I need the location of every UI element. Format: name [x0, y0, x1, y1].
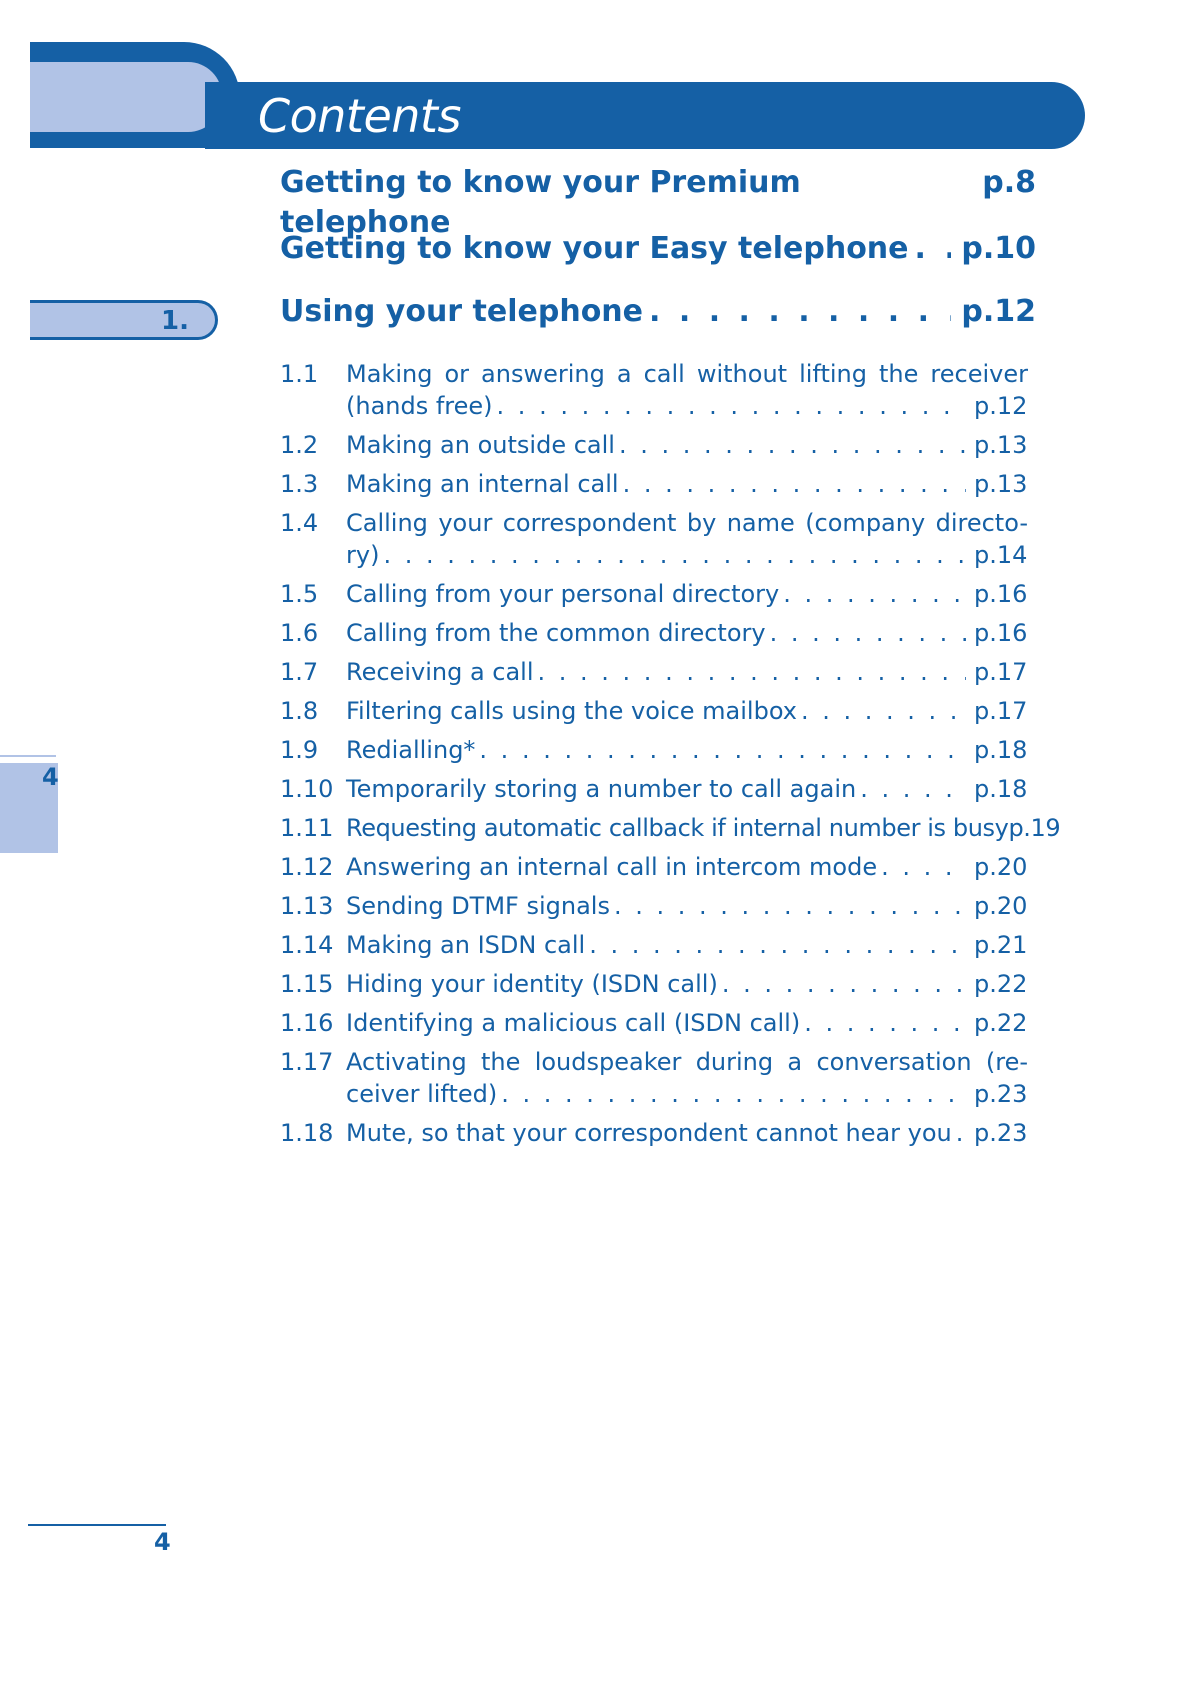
toc-sub-entry[interactable] [280, 1117, 1028, 1149]
toc-sub-number: 1.12 [280, 853, 334, 881]
toc-sub-entry[interactable] [280, 851, 1028, 883]
toc-sub-number: 1.6 [280, 619, 319, 647]
toc-sub-entry[interactable] [280, 929, 1028, 961]
toc-sub-number: 1.17 [280, 1048, 334, 1076]
toc-sub-page: p.20 [974, 892, 1028, 920]
dot-leader [801, 695, 966, 727]
toc-sub-title-line1: Calling your correspondent by name (company directo- [346, 509, 1028, 537]
toc-sub-page: p.23 [974, 1080, 1028, 1108]
toc-sub-entry[interactable] [280, 695, 1028, 727]
toc-sub-title: Temporarily storing a number to call again [346, 775, 857, 803]
toc-sub-title: Sending DTMF signals [346, 892, 610, 920]
chapter-tab-label: 1. [161, 306, 189, 336]
toc-sub-page: p.20 [974, 853, 1028, 881]
toc-sub-page: p.17 [974, 697, 1028, 725]
toc-main-entry[interactable] [280, 292, 1036, 332]
toc-sub-number: 1.9 [280, 736, 319, 764]
toc-sub-page: p.13 [974, 431, 1028, 459]
header-banner-light [30, 62, 222, 132]
toc-sub-list [280, 358, 1061, 1156]
toc-sub-number: 1.5 [280, 580, 319, 608]
toc-sub-number: 1.3 [280, 470, 319, 498]
toc-sub-entry[interactable] [280, 1046, 1028, 1110]
toc-sub-entry[interactable] [280, 656, 1028, 688]
toc-main-page: p.10 [961, 231, 1036, 266]
toc-sub-title: Making an outside call [346, 431, 615, 459]
toc-sub-title: Calling from your personal directory [346, 580, 780, 608]
toc-main-title: Getting to know your Easy telephone [280, 231, 909, 266]
toc-main-title: Getting to know your Premium telephone [280, 165, 801, 240]
toc-sub-page: p.16 [974, 580, 1028, 608]
toc-sub-page: p.13 [974, 470, 1028, 498]
dot-leader [770, 617, 966, 649]
toc-sub-entry[interactable] [280, 468, 1028, 500]
toc-sub-title-line2: ry) [346, 541, 380, 569]
dot-leader [619, 429, 966, 461]
toc-main-title: Using your telephone [280, 294, 644, 329]
page-title: Contents [258, 89, 461, 143]
toc-sub-title-line1: Making or answering a call without lifting the receiver [346, 360, 1028, 388]
toc-sub-title: Answering an internal call in intercom mode [346, 853, 878, 881]
toc-main-page: p.12 [961, 294, 1036, 329]
toc-sub-entry[interactable] [280, 507, 1028, 571]
toc-sub-page: p.21 [974, 931, 1028, 959]
dot-leader [783, 578, 966, 610]
toc-sub-page: p.17 [974, 658, 1028, 686]
toc-sub-entry[interactable] [280, 734, 1028, 766]
toc-sub-entry[interactable] [280, 578, 1028, 610]
toc-sub-page: p.22 [974, 970, 1028, 998]
dot-leader [479, 734, 966, 766]
toc-sub-number: 1.4 [280, 509, 319, 537]
toc-sub-number: 1.7 [280, 658, 319, 686]
toc-sub-page: p.14 [974, 541, 1028, 569]
toc-main-page: p.8 [982, 165, 1036, 200]
toc-main-entry[interactable] [280, 229, 1036, 269]
footer-rule [28, 1524, 166, 1526]
toc-sub-title: Hiding your identity (ISDN call) [346, 970, 718, 998]
toc-sub-title: Calling from the common directory [346, 619, 766, 647]
dot-leader [501, 1078, 966, 1110]
toc-sub-title: Mute, so that your correspondent cannot hear you [346, 1119, 952, 1147]
toc-sub-number: 1.1 [280, 360, 319, 388]
dot-leader [956, 1117, 966, 1149]
toc-sub-title: Redialling* [346, 736, 476, 764]
toc-sub-number: 1.11 [280, 814, 334, 842]
dot-leader [383, 539, 966, 571]
footer-page-number: 4 [154, 1528, 171, 1556]
toc-sub-title: Receiving a call [346, 658, 534, 686]
toc-sub-number: 1.18 [280, 1119, 334, 1147]
dot-leader [860, 773, 966, 805]
toc-sub-title-line2: (hands free) [346, 392, 493, 420]
dot-leader [589, 929, 966, 961]
dot-leader [722, 968, 966, 1000]
dot-leader [538, 656, 966, 688]
toc-sub-entry[interactable] [280, 1007, 1028, 1039]
toc-sub-number: 1.14 [280, 931, 334, 959]
toc-sub-entry[interactable] [280, 773, 1028, 805]
toc-sub-number: 1.15 [280, 970, 334, 998]
toc-sub-title-line2: ceiver lifted) [346, 1080, 498, 1108]
toc-sub-title: Making an internal call [346, 470, 619, 498]
toc-sub-number: 1.2 [280, 431, 319, 459]
dot-leader [881, 851, 966, 883]
toc-sub-page: p.18 [974, 775, 1028, 803]
toc-sub-entry[interactable] [280, 617, 1028, 649]
toc-sub-page: p.18 [974, 736, 1028, 764]
toc-sub-number: 1.16 [280, 1009, 334, 1037]
toc-sub-page: p.16 [974, 619, 1028, 647]
toc-sub-number: 1.8 [280, 697, 319, 725]
toc-sub-page: p.19 [1008, 814, 1061, 842]
dot-leader [804, 1007, 966, 1039]
dot-leader [649, 292, 951, 332]
side-page-tab [0, 763, 58, 853]
dot-leader [915, 229, 952, 269]
toc-sub-entry[interactable] [280, 358, 1028, 422]
toc-sub-title: Filtering calls using the voice mailbox [346, 697, 797, 725]
side-tab-page-number: 4 [42, 763, 59, 791]
dot-leader [497, 390, 966, 422]
toc-sub-entry[interactable] [280, 890, 1028, 922]
toc-sub-number: 1.13 [280, 892, 334, 920]
toc-sub-page: p.23 [974, 1119, 1028, 1147]
toc-sub-entry[interactable] [280, 968, 1028, 1000]
side-tab-rule [0, 755, 56, 757]
dot-leader [614, 890, 966, 922]
toc-sub-title-line1: Activating the loudspeaker during a conversation (re- [346, 1048, 1028, 1076]
toc-sub-number: 1.10 [280, 775, 334, 803]
toc-sub-title: Identifying a malicious call (ISDN call) [346, 1009, 801, 1037]
toc-sub-entry[interactable] [280, 812, 1061, 844]
toc-sub-title: Making an ISDN call [346, 931, 586, 959]
toc-sub-page: p.12 [974, 392, 1028, 420]
dot-leader [623, 468, 966, 500]
chapter-tab [30, 300, 218, 340]
toc-sub-entry[interactable] [280, 429, 1028, 461]
toc-sub-title: Requesting automatic callback if internal number is busy [346, 814, 1009, 842]
toc-sub-page: p.22 [974, 1009, 1028, 1037]
